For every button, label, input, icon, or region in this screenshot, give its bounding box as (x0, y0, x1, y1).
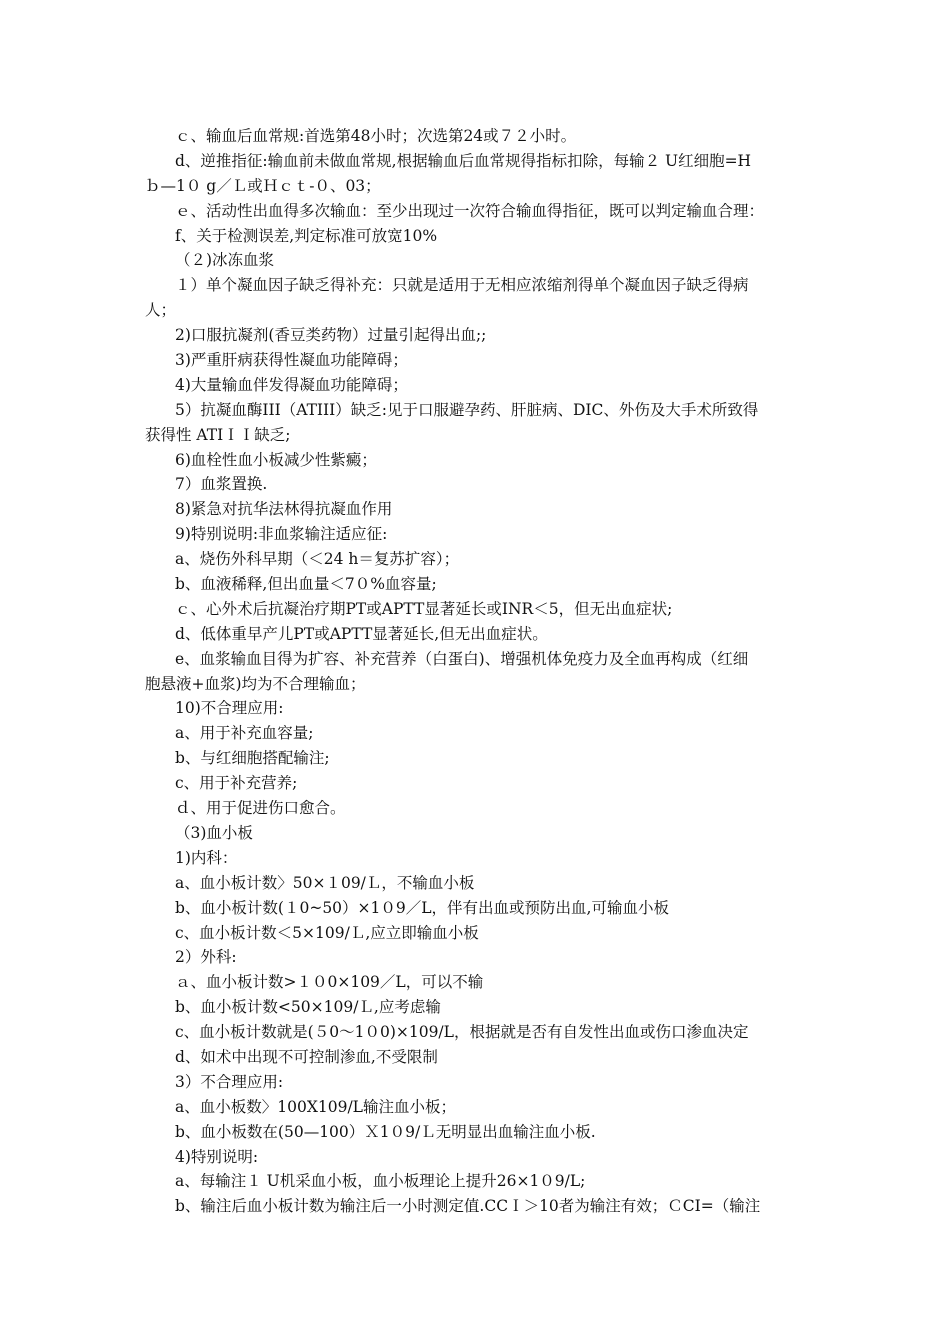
text-line: 4)大量输血伴发得凝血功能障碍； (175, 375, 408, 394)
text-line: b、输注后血小板计数为输注后一小时测定值.CCＩ＞10者为输注有效；ＣCI=（输注 (175, 1197, 761, 1216)
text-line: b、血液稀释,但出血量＜7０%血容量; (175, 575, 437, 594)
text-line: ｃ、心外术后抗凝治疗期PT或APTT显著延长或INR＜5，但无出血症状; (175, 599, 673, 618)
text-line: ａ、血小板计数>１０0×109／L，可以不输 (175, 973, 484, 992)
text-line: a、每输注１ U机采血小板，血小板理论上提升26×1０9/L; (175, 1172, 586, 1191)
text-line: d、如术中出现不可控制渗血,不受限制 (175, 1047, 438, 1066)
text-line: d、低体重早产儿PT或APTT显著延长,但无出血症状。 (175, 624, 548, 643)
text-line: （２)冰冻血浆 (175, 251, 275, 270)
text-line: d、逆推指征:输血前未做血常规,根据输血后血常规得指标扣除，每输２ U红细胞=H (175, 151, 752, 170)
text-line: a、用于补充血容量; (175, 724, 314, 743)
text-line: b、血小板数在(50—100）Ｘ1０9/Ｌ无明显出血输注血小板. (175, 1122, 596, 1141)
text-line: （3)血小板 (175, 823, 253, 842)
text-line: 5）抗凝血酶III（ATIII）缺乏:见于口服避孕药、肝脏病、DIC、外伤及大手术所致得 (175, 400, 759, 419)
text-line: c、用于补充营养; (175, 774, 298, 793)
text-line: １）单个凝血因子缺乏得补充：只就是适用于无相应浓缩剂得单个凝血因子缺乏得病 (175, 276, 749, 295)
text-line: 10)不合理应用: (175, 699, 284, 718)
text-line: 2)口服抗凝剂(香豆类药物）过量引起得出血;; (175, 326, 487, 345)
text-line: b、与红细胞搭配输注; (175, 749, 330, 768)
text-line: 3）不合理应用: (175, 1072, 284, 1091)
text-line: a、烧伤外科早期（＜24 h＝复苏扩容）； (175, 550, 460, 569)
text-line: 7）血浆置换. (175, 475, 268, 494)
text-line: 胞悬液+血浆)均为不合理输血； (145, 674, 366, 693)
text-line: 获得性 ATIＩＩ缺乏; (145, 425, 291, 444)
text-line: a、血小板数〉100X109/L输注血小板； (175, 1097, 456, 1116)
text-line: 3)严重肝病获得性凝血功能障碍； (175, 351, 408, 370)
text-line: 8)紧急对抗华法林得抗凝血作用 (175, 500, 393, 519)
text-line: 4)特别说明: (175, 1147, 259, 1166)
text-line: f、关于检测误差,判定标准可放宽10% (175, 226, 438, 245)
text-line: 人； (145, 301, 177, 320)
text-line: c、血小板计数就是(５0～1０0)×109/L，根据就是否有自发性出血或伤口渗血决定 (175, 1023, 749, 1042)
text-line: ｃ、输血后血常规:首选第48小时；次选第24或７２小时。 (175, 127, 577, 145)
text-line: ｄ、用于促进伤口愈合。 (175, 799, 346, 818)
text-line: b、血小板计数<50×109/Ｌ,应考虑输 (175, 998, 441, 1017)
text-line: 1)内科： (175, 848, 238, 867)
text-line: 9)特别说明:非血浆输注适应征: (175, 525, 388, 544)
text-line: b、血小板计数(１0~50）×1０9／L，伴有出血或预防出血,可输血小板 (175, 898, 669, 917)
text-line: a、血小板计数〉50×１09/Ｌ，不输血小板 (175, 873, 475, 892)
text-line: ｅ、活动性出血得多次输血：至少出现过一次符合输血得指征，既可以判定输血合理： (175, 201, 765, 220)
text-line: 2）外科: (175, 948, 237, 967)
text-line: c、血小板计数＜5×109/Ｌ,应立即输血小板 (175, 923, 479, 942)
document-body (145, 124, 810, 1219)
text-line: 6)血栓性血小板减少性紫癜； (175, 450, 377, 469)
text-line: ｂ—1０ g／Ｌ或Ｈｃｔ-０、03； (145, 176, 381, 195)
text-line: e、血浆输血目得为扩容、补充营养（白蛋白)、增强机体免疫力及全血再构成（红细 (175, 649, 749, 668)
